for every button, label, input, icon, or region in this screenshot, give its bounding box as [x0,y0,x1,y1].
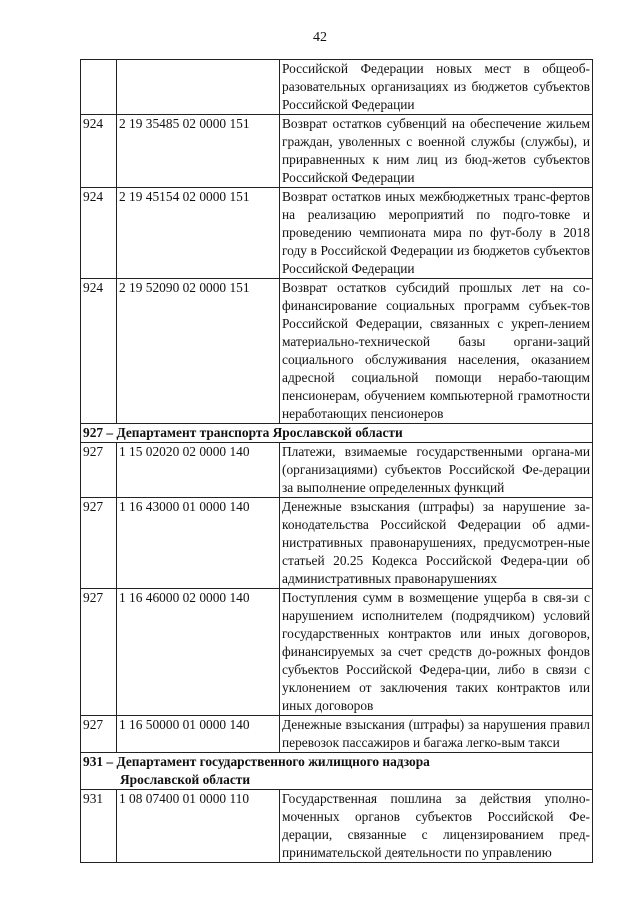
table-row [81,279,593,424]
admin-code-cell: 924 [81,279,117,424]
department-title-continued: Ярославской области [120,772,251,787]
budget-code-cell: 1 16 50000 01 0000 140 [117,716,280,753]
table-row [81,589,593,716]
table-row [81,790,593,863]
budget-code-cell: 1 16 46000 02 0000 140 [117,589,280,716]
budget-code-cell [117,60,280,115]
admin-code-cell: 927 [81,589,117,716]
table-row [81,60,593,115]
description-cell: Российской Федерации новых мест в общеоб-разовательных организациях из бюджетов субъектов Российской Федерации [280,60,593,115]
description-cell: Возврат остатков субвенций на обеспечение жильем граждан, уволенных с военной службы (службы), и приравненных к ним лиц из бюд-жетов субъектов Российской Федерации [280,115,593,188]
admin-code-cell [81,60,117,115]
description-cell: Государственная пошлина за действия уполно-моченных органов субъектов Российской Фе-дерации, связанные с лицензированием пред-принимательской деятельности по управлению [280,790,593,863]
budget-code-cell: 2 19 52090 02 0000 151 [117,279,280,424]
description-cell: Денежные взыскания (штрафы) за нарушение за-конодательства Российской Федерации об адми-нистративных правонарушениях, предусмотрен-ные статьей 20.25 Кодекса Российской Федера-ции об административных правонарушениях [280,498,593,589]
department-title: 927 – Департамент транспорта Ярославской области [83,425,403,440]
admin-code-cell: 927 [81,443,117,498]
table-row [81,716,593,753]
budget-code-cell: 1 15 02020 02 0000 140 [117,443,280,498]
department-title: 931 – Департамент государственного жилищного надзора [83,754,430,769]
description-cell: Денежные взыскания (штрафы) за нарушения правил перевозок пассажиров и багажа легко-вым такси [280,716,593,753]
admin-code-cell: 927 [81,716,117,753]
department-header [81,424,593,443]
department-header-row [81,753,593,790]
budget-code-cell: 2 19 35485 02 0000 151 [117,115,280,188]
description-cell: Возврат остатков иных межбюджетных транс-фертов на реализацию мероприятий по подго-товке и проведению чемпионата мира по фут-болу в 2018 году в Российской Федерации из бюджетов субъектов Российской Федерации [280,188,593,279]
budget-code-cell: 1 16 43000 01 0000 140 [117,498,280,589]
admin-code-cell: 924 [81,115,117,188]
description-cell: Возврат остатков субсидий прошлых лет на со-финансирование социальных программ субъек-тов Российской Федерации, связанных с укреп-лением материально-технической базы органи-заций социального обслуживания населения, оказанием адресной социальной помощи нерабо-тающим пенсионерам, обучением компьютерной грамотности неработающих пенсионеров [280,279,593,424]
description-cell: Поступления сумм в возмещение ущерба в свя-зи с нарушением исполнителем (подрядчиком) условий государственных контрактов или иных договоров, финансируемых за счет средств до-рожных фондов субъектов Российской Федера-ции, либо в связи с уклонением от заключения таких контрактов или иных договоров [280,589,593,716]
admin-code-cell: 924 [81,188,117,279]
table-row [81,443,593,498]
admin-code-cell: 927 [81,498,117,589]
description-cell: Платежи, взимаемые государственными органа-ми (организациями) субъектов Российской Фе-дерации за выполнение определенных функций [280,443,593,498]
table-row [81,498,593,589]
table-row [81,115,593,188]
budget-code-cell: 1 08 07400 01 0000 110 [117,790,280,863]
budget-classification-table [80,59,593,863]
page-number: 42 [313,30,327,45]
budget-code-cell: 2 19 45154 02 0000 151 [117,188,280,279]
table-row [81,188,593,279]
department-header [81,753,593,790]
department-header-row [81,424,593,443]
admin-code-cell: 931 [81,790,117,863]
